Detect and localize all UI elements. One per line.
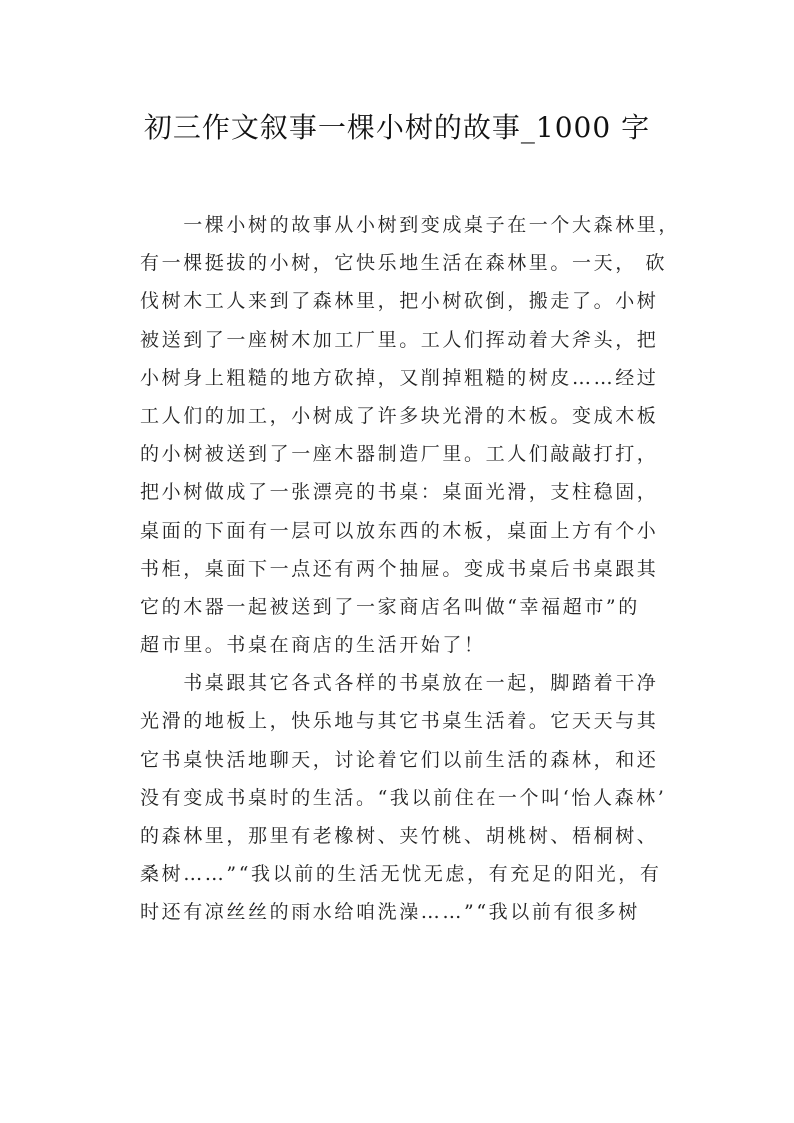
body-line: 的小树被送到了一座木器制造厂里。工人们敲敲打打， <box>140 443 659 466</box>
body-line: 被送到了一座树木加工厂里。工人们挥动着大斧头，把 <box>140 328 659 351</box>
body-line: 小树身上粗糙的地方砍掉，又削掉粗糙的树皮……经过 <box>140 366 659 389</box>
body-line: 工人们的加工，小树成了许多块光滑的木板。变成木板 <box>140 404 659 427</box>
body-line: 它的木器一起被送到了一家商店名叫做“幸福超市”的 <box>140 595 640 618</box>
body-line: 的森林里，那里有老橡树、夹竹桃、胡桃树、梧桐树、 <box>140 825 659 847</box>
body-line: 一棵小树的故事从小树到变成桌子在一个大森林里， <box>140 214 681 236</box>
body-line: 有一棵挺拔的小树，它快乐地生活在森林里。一天， 砍 <box>140 252 668 275</box>
body-line: 把小树做成了一张漂亮的书桌：桌面光滑，支柱稳固， <box>140 481 659 504</box>
body-line: 伐树木工人来到了森林里，把小树砍倒，搬走了。小树 <box>140 290 659 313</box>
body-line: 没有变成书桌时的生活。“我以前住在一个叫‘怡人森林’ <box>140 786 667 809</box>
body-line: 桑树……”“我以前的生活无忧无虑，有充足的阳光，有 <box>140 863 662 886</box>
document-title: 初三作文叙事一棵小树的故事_1000 字 <box>143 111 651 144</box>
body-line: 桌面的下面有一层可以放东西的木板，桌面上方有个小 <box>140 519 659 542</box>
document-body <box>140 206 681 932</box>
body-line: 时还有凉丝丝的雨水给咱洗澡……”“我以前有很多树 <box>140 901 640 924</box>
body-line: 书桌跟其它各式各样的书桌放在一起，脚踏着干净 <box>140 672 659 695</box>
body-line: 超市里。书桌在商店的生活开始了！ <box>140 634 486 657</box>
body-line: 光滑的地板上，快乐地与其它书桌生活着。它天天与其 <box>140 710 659 733</box>
body-line: 它书桌快活地聊天，讨论着它们以前生活的森林，和还 <box>140 748 659 771</box>
body-line: 书柜，桌面下一点还有两个抽屉。变成书桌后书桌跟其 <box>140 557 659 580</box>
